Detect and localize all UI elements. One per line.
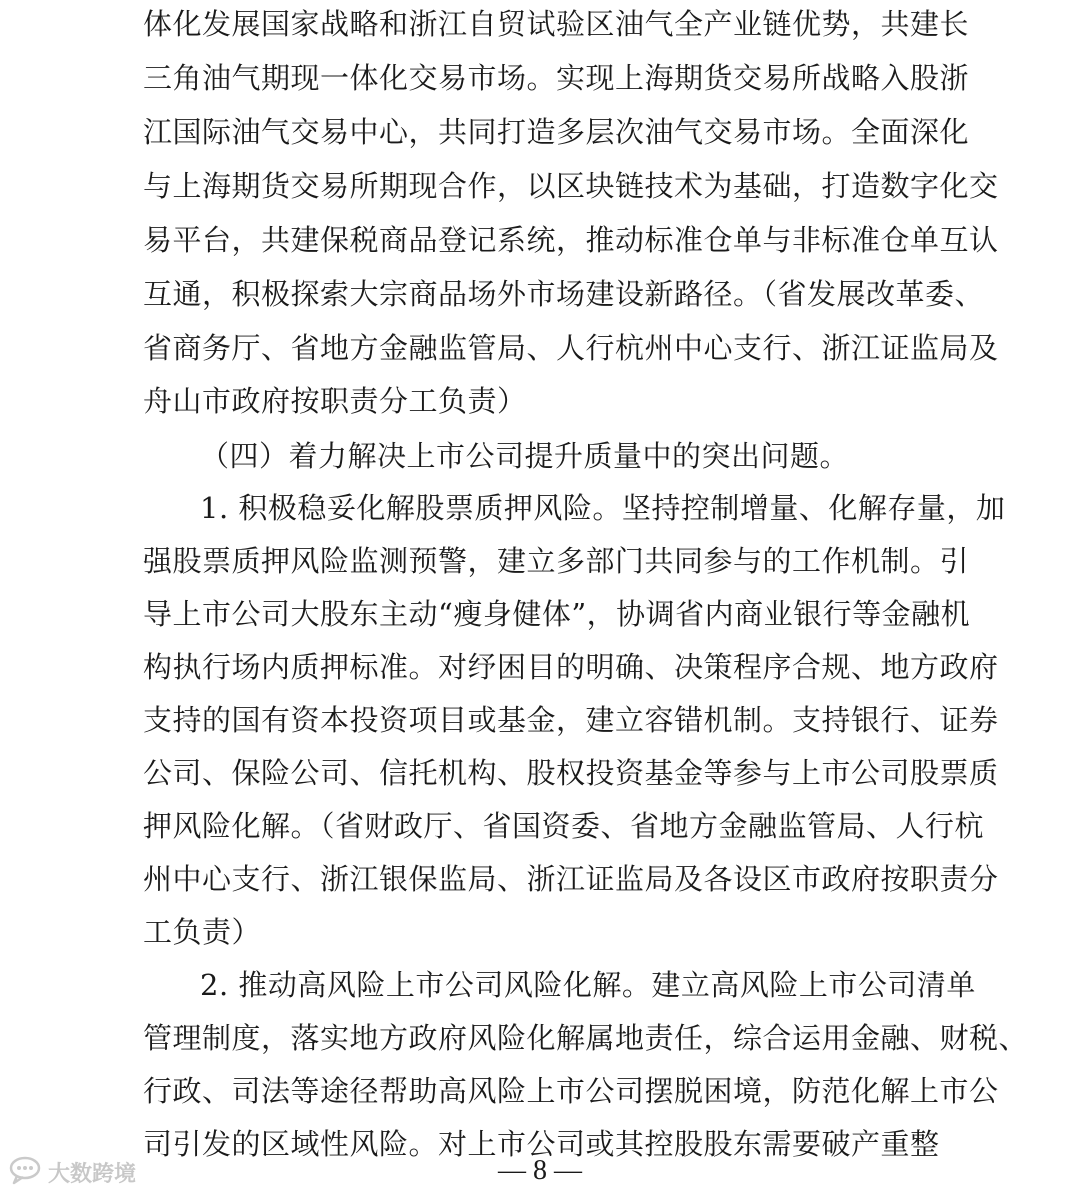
text-line: 三角油气期现一体化交易市场。实现上海期货交易所战略入股浙 bbox=[143, 61, 970, 95]
text-line: 省商务厅、省地方金融监管局、人行杭州中心支行、浙江证监局及 bbox=[143, 331, 999, 365]
text-line: 导上市公司大股东主动“瘦身健体”，协调省内商业银行等金融机 bbox=[143, 597, 971, 631]
text-line: 工负责） bbox=[143, 915, 262, 949]
text-line: 司引发的区域性风险。对上市公司或其控股股东需要破产重整 bbox=[143, 1127, 940, 1161]
watermark bbox=[8, 1156, 136, 1188]
text-line: 公司、保险公司、信托机构、股权投资基金等参与上市公司股票质 bbox=[143, 756, 999, 790]
text-line: 2. 推动高风险上市公司风险化解。建立高风险上市公司清单 bbox=[200, 968, 976, 1002]
text-line: 1. 积极稳妥化解股票质押风险。坚持控制增量、化解存量，加 bbox=[200, 491, 1006, 525]
page-number: — 8 — bbox=[498, 1155, 582, 1186]
text-line: 构执行场内质押标准。对纾困目的明确、决策程序合规、地方政府 bbox=[143, 650, 999, 684]
text-line: 易平台，共建保税商品登记系统，推动标准仓单与非标准仓单互认 bbox=[143, 223, 999, 257]
text-line: 强股票质押风险监测预警，建立多部门共同参与的工作机制。引 bbox=[143, 544, 970, 578]
text-line: 支持的国有资本投资项目或基金，建立容错机制。支持银行、证券 bbox=[143, 703, 999, 737]
section-heading: （四）着力解决上市公司提升质量中的突出问题。 bbox=[200, 439, 850, 473]
text-line: 管理制度，落实地方政府风险化解属地责任，综合运用金融、财税、 bbox=[143, 1021, 1029, 1055]
text-line: 体化发展国家战略和浙江自贸试验区油气全产业链优势，共建长 bbox=[143, 7, 970, 41]
text-line: 与上海期货交易所期现合作，以区块链技术为基础，打造数字化交 bbox=[143, 169, 999, 203]
text-line: 江国际油气交易中心，共同打造多层次油气交易市场。全面深化 bbox=[143, 115, 970, 149]
text-line: 舟山市政府按职责分工负责） bbox=[143, 384, 527, 418]
text-line: 互通，积极探索大宗商品场外市场建设新路径。（省发展改革委、 bbox=[143, 277, 985, 311]
logo-bubble-icon bbox=[8, 1155, 42, 1189]
text-line: 州中心支行、浙江银保监局、浙江证监局及各设区市政府按职责分 bbox=[143, 862, 999, 896]
text-line: 押风险化解。（省财政厅、省国资委、省地方金融监管局、人行杭 bbox=[143, 809, 985, 843]
text-line: 行政、司法等途径帮助高风险上市公司摆脱困境，防范化解上市公 bbox=[143, 1074, 999, 1108]
watermark-text: 大数跨境 bbox=[48, 1161, 137, 1187]
